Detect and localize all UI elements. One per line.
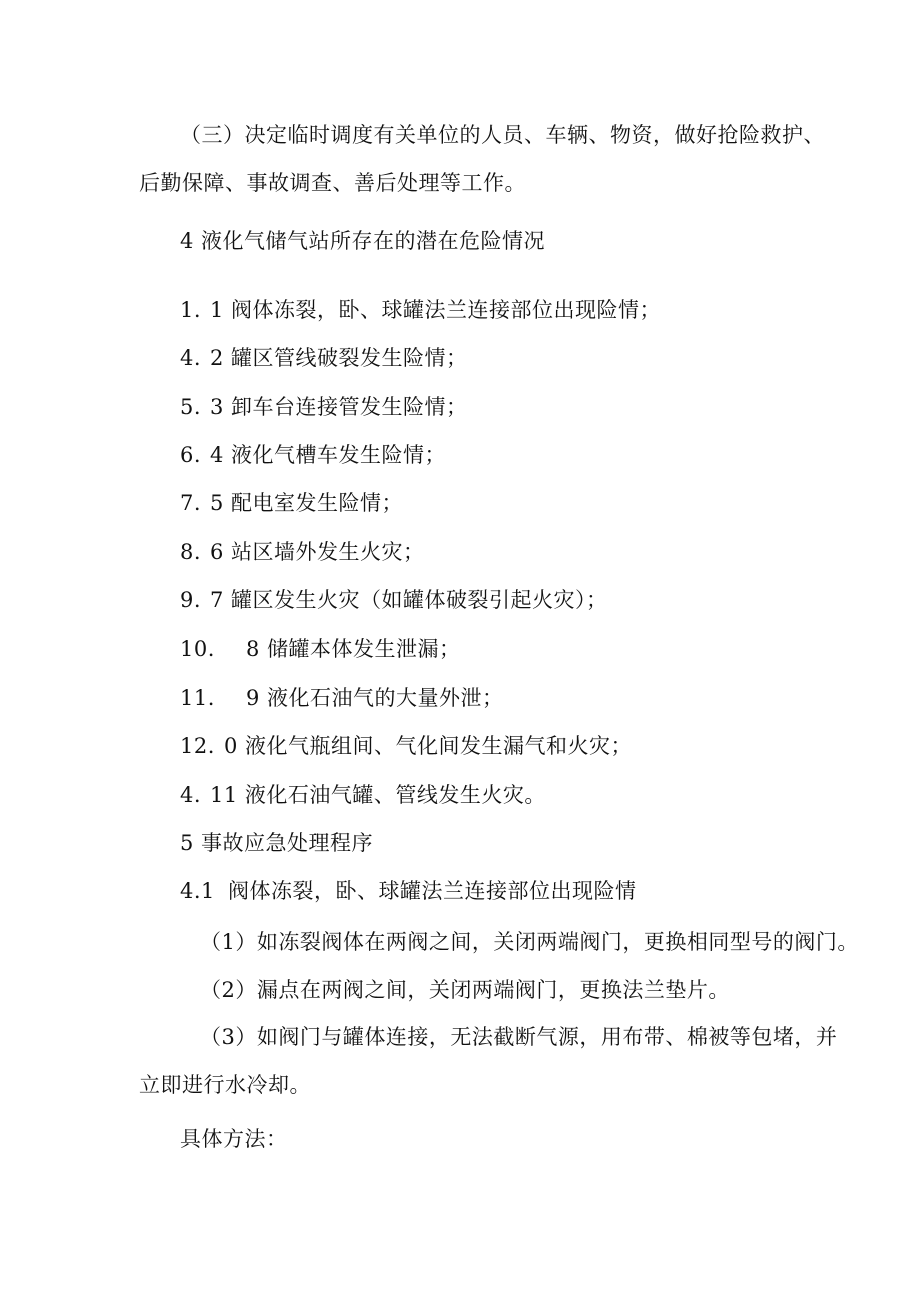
step-3-line-2: 立即进行水冷却。: [139, 1073, 311, 1097]
hazard-item-number: 6.: [180, 443, 202, 467]
hazard-item-text: 4 液化气槽车发生险情；: [210, 443, 447, 467]
step-3-line-1: （3）如阀门与罐体连接，无法截断气源，用布带、棉被等包堵，并: [200, 1025, 838, 1049]
hazard-item-number: 1.: [180, 298, 202, 322]
subsection-title: 阀体冻裂，卧、球罐法兰连接部位出现险情: [228, 879, 637, 903]
hazard-item-text: 6 站区墙外发生火灾；: [210, 540, 425, 564]
hazard-item: [180, 731, 632, 761]
hazard-item: [180, 392, 468, 422]
hazard-item-number: 11.: [180, 686, 215, 710]
subsection-number: 4.1: [180, 879, 215, 903]
hazard-item-number: 5.: [180, 395, 202, 419]
hazard-item-number: 12.: [180, 734, 215, 758]
hazard-item-text: 8 储罐本体发生泄漏；: [246, 637, 461, 661]
method-label: 具体方法：: [180, 1127, 288, 1151]
hazard-item-number: 4.: [180, 783, 202, 807]
hazard-item-text: 1 阀体冻裂，卧、球罐法兰连接部位出现险情；: [210, 298, 662, 322]
hazard-item: [180, 537, 425, 567]
hazard-item-text: 11 液化石油气罐、管线发生火灾。: [210, 783, 546, 807]
hazard-item-text: 0 液化气瓶组间、气化间发生漏气和火灾；: [224, 734, 633, 758]
step-2: （2）漏点在两阀之间，关闭两端阀门，更换法兰垫片。: [200, 978, 730, 1002]
hazard-item-number: 10.: [180, 637, 215, 661]
step-1: （1）如冻裂阀体在两阀之间，关闭两端阀门，更换相同型号的阀门。: [200, 930, 859, 954]
hazard-item: [180, 683, 504, 713]
hazard-item: [180, 440, 446, 470]
hazard-item: [180, 295, 661, 325]
paragraph-3-line-2: 后勤保障、事故调查、善后处理等工作。: [139, 171, 526, 195]
hazard-item: [180, 585, 608, 615]
hazard-item: [180, 780, 546, 810]
hazard-item: [180, 634, 461, 664]
section-5-title: 5 事故应急处理程序: [180, 831, 374, 855]
hazard-item-text: 5 配电室发生险情；: [210, 491, 404, 515]
hazard-item-number: 9.: [180, 588, 202, 612]
hazard-item-text: 7 罐区发生火灾（如罐体破裂引起火灾）；: [210, 588, 608, 612]
section-4-title: 4 液化气储气站所存在的潜在危险情况: [180, 229, 546, 253]
hazard-item-text: 3 卸车台连接管发生险情；: [210, 395, 468, 419]
subsection-4-1-heading: [180, 876, 637, 906]
hazard-item-text: 2 罐区管线破裂发生险情；: [210, 346, 468, 370]
hazard-item-text: 9 液化石油气的大量外泄；: [246, 686, 504, 710]
paragraph-3-line-1: （三）决定临时调度有关单位的人员、车辆、物资，做好抢险救护、: [180, 123, 825, 147]
hazard-item-number: 8.: [180, 540, 202, 564]
hazard-item: [180, 343, 468, 373]
hazard-item-number: 7.: [180, 491, 202, 515]
hazard-item-number: 4.: [180, 346, 202, 370]
hazard-item: [180, 488, 403, 518]
